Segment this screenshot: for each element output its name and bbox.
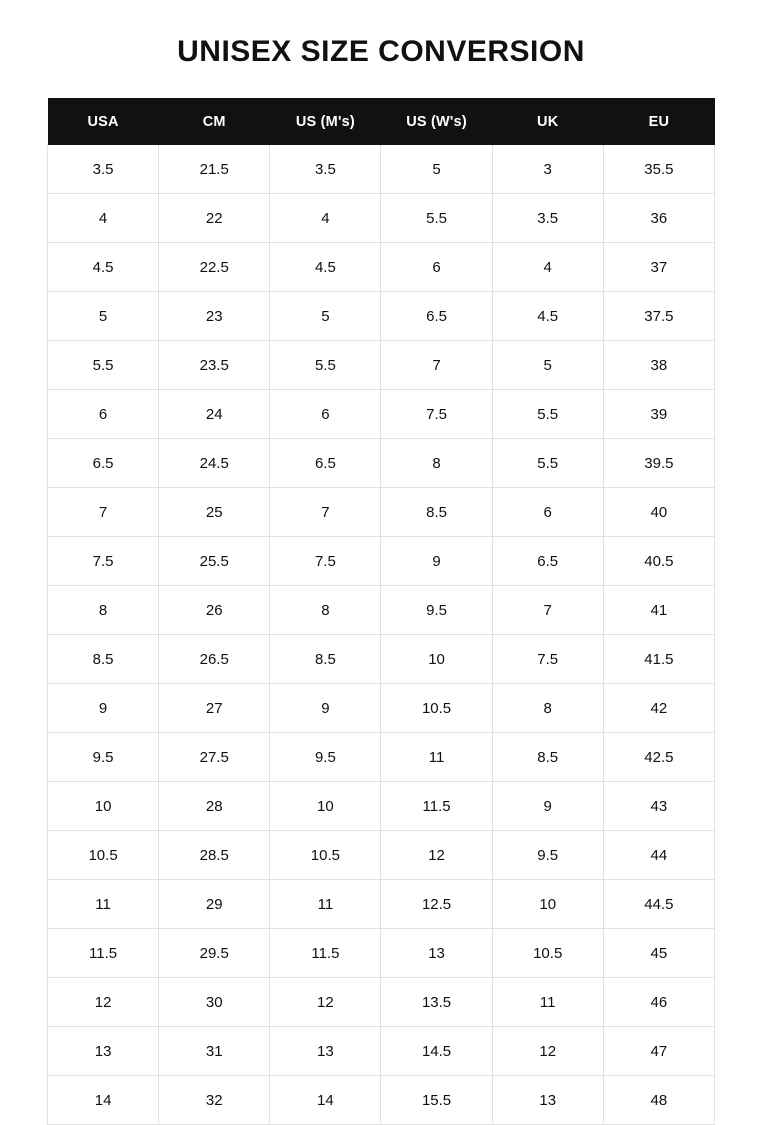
cell-uk: 10 bbox=[492, 880, 603, 929]
cell-us-womens: 10.5 bbox=[381, 684, 492, 733]
cell-uk: 12 bbox=[492, 1027, 603, 1076]
cell-us-womens: 15.5 bbox=[381, 1076, 492, 1125]
cell-uk: 5 bbox=[492, 341, 603, 390]
cell-uk: 5.5 bbox=[492, 439, 603, 488]
table-row bbox=[48, 292, 715, 341]
cell-us-mens: 10.5 bbox=[270, 831, 381, 880]
cell-us-mens: 3.5 bbox=[270, 145, 381, 194]
column-header-us-mens: US (M's) bbox=[270, 98, 381, 145]
cell-us-womens: 6 bbox=[381, 243, 492, 292]
cell-us-womens: 14.5 bbox=[381, 1027, 492, 1076]
cell-us-womens: 12.5 bbox=[381, 880, 492, 929]
cell-eu: 45 bbox=[603, 929, 714, 978]
cell-us-mens: 11.5 bbox=[270, 929, 381, 978]
cell-us-mens: 6.5 bbox=[270, 439, 381, 488]
cell-us-mens: 14 bbox=[270, 1076, 381, 1125]
cell-us-mens: 5.5 bbox=[270, 341, 381, 390]
cell-cm: 23 bbox=[159, 292, 270, 341]
table-row bbox=[48, 488, 715, 537]
cell-usa: 5 bbox=[48, 292, 159, 341]
table-body bbox=[48, 145, 715, 1125]
cell-uk: 3.5 bbox=[492, 194, 603, 243]
cell-us-womens: 5 bbox=[381, 145, 492, 194]
column-header-usa: USA bbox=[48, 98, 159, 145]
cell-uk: 6.5 bbox=[492, 537, 603, 586]
table-row bbox=[48, 341, 715, 390]
table-row bbox=[48, 880, 715, 929]
table-header bbox=[48, 98, 715, 145]
cell-eu: 46 bbox=[603, 978, 714, 1027]
cell-us-womens: 8.5 bbox=[381, 488, 492, 537]
cell-uk: 11 bbox=[492, 978, 603, 1027]
cell-cm: 24.5 bbox=[159, 439, 270, 488]
cell-eu: 39.5 bbox=[603, 439, 714, 488]
cell-cm: 27 bbox=[159, 684, 270, 733]
table-row bbox=[48, 831, 715, 880]
cell-cm: 23.5 bbox=[159, 341, 270, 390]
cell-eu: 41 bbox=[603, 586, 714, 635]
table-row bbox=[48, 390, 715, 439]
cell-usa: 7 bbox=[48, 488, 159, 537]
cell-cm: 25.5 bbox=[159, 537, 270, 586]
cell-uk: 4 bbox=[492, 243, 603, 292]
column-header-cm: CM bbox=[159, 98, 270, 145]
cell-us-womens: 12 bbox=[381, 831, 492, 880]
size-conversion-table-container bbox=[47, 98, 715, 1125]
table-row bbox=[48, 1027, 715, 1076]
table-row bbox=[48, 635, 715, 684]
cell-eu: 40.5 bbox=[603, 537, 714, 586]
cell-usa: 11.5 bbox=[48, 929, 159, 978]
table-row bbox=[48, 439, 715, 488]
cell-usa: 10.5 bbox=[48, 831, 159, 880]
cell-cm: 25 bbox=[159, 488, 270, 537]
cell-cm: 31 bbox=[159, 1027, 270, 1076]
cell-us-mens: 10 bbox=[270, 782, 381, 831]
table-row bbox=[48, 194, 715, 243]
cell-uk: 8.5 bbox=[492, 733, 603, 782]
cell-eu: 40 bbox=[603, 488, 714, 537]
cell-us-womens: 9 bbox=[381, 537, 492, 586]
cell-uk: 7 bbox=[492, 586, 603, 635]
cell-us-womens: 11 bbox=[381, 733, 492, 782]
cell-cm: 29 bbox=[159, 880, 270, 929]
cell-eu: 48 bbox=[603, 1076, 714, 1125]
table-row bbox=[48, 243, 715, 292]
cell-cm: 21.5 bbox=[159, 145, 270, 194]
column-header-us-womens: US (W's) bbox=[381, 98, 492, 145]
column-header-uk: UK bbox=[492, 98, 603, 145]
cell-usa: 12 bbox=[48, 978, 159, 1027]
cell-usa: 11 bbox=[48, 880, 159, 929]
cell-cm: 22 bbox=[159, 194, 270, 243]
cell-cm: 28.5 bbox=[159, 831, 270, 880]
cell-us-mens: 7 bbox=[270, 488, 381, 537]
cell-us-womens: 7 bbox=[381, 341, 492, 390]
cell-eu: 39 bbox=[603, 390, 714, 439]
cell-uk: 4.5 bbox=[492, 292, 603, 341]
cell-us-mens: 6 bbox=[270, 390, 381, 439]
column-header-eu: EU bbox=[603, 98, 714, 145]
cell-uk: 9.5 bbox=[492, 831, 603, 880]
cell-us-womens: 8 bbox=[381, 439, 492, 488]
cell-us-womens: 5.5 bbox=[381, 194, 492, 243]
table-row bbox=[48, 733, 715, 782]
cell-usa: 7.5 bbox=[48, 537, 159, 586]
cell-uk: 10.5 bbox=[492, 929, 603, 978]
cell-us-mens: 8.5 bbox=[270, 635, 381, 684]
cell-us-womens: 11.5 bbox=[381, 782, 492, 831]
cell-us-mens: 9.5 bbox=[270, 733, 381, 782]
cell-usa: 3.5 bbox=[48, 145, 159, 194]
cell-us-mens: 12 bbox=[270, 978, 381, 1027]
cell-usa: 13 bbox=[48, 1027, 159, 1076]
table-row bbox=[48, 537, 715, 586]
table-row bbox=[48, 145, 715, 194]
cell-eu: 41.5 bbox=[603, 635, 714, 684]
cell-cm: 22.5 bbox=[159, 243, 270, 292]
cell-uk: 3 bbox=[492, 145, 603, 194]
cell-us-womens: 13.5 bbox=[381, 978, 492, 1027]
cell-cm: 27.5 bbox=[159, 733, 270, 782]
cell-eu: 42 bbox=[603, 684, 714, 733]
cell-usa: 10 bbox=[48, 782, 159, 831]
table-row bbox=[48, 586, 715, 635]
cell-uk: 8 bbox=[492, 684, 603, 733]
cell-usa: 5.5 bbox=[48, 341, 159, 390]
cell-usa: 6.5 bbox=[48, 439, 159, 488]
cell-usa: 14 bbox=[48, 1076, 159, 1125]
table-row bbox=[48, 684, 715, 733]
cell-us-womens: 6.5 bbox=[381, 292, 492, 341]
cell-uk: 5.5 bbox=[492, 390, 603, 439]
cell-eu: 47 bbox=[603, 1027, 714, 1076]
cell-us-mens: 4 bbox=[270, 194, 381, 243]
table-row bbox=[48, 782, 715, 831]
cell-uk: 9 bbox=[492, 782, 603, 831]
cell-us-womens: 13 bbox=[381, 929, 492, 978]
table-header-row bbox=[48, 98, 715, 145]
cell-cm: 30 bbox=[159, 978, 270, 1027]
cell-us-mens: 7.5 bbox=[270, 537, 381, 586]
cell-usa: 8.5 bbox=[48, 635, 159, 684]
cell-usa: 4.5 bbox=[48, 243, 159, 292]
cell-cm: 26.5 bbox=[159, 635, 270, 684]
cell-cm: 32 bbox=[159, 1076, 270, 1125]
table-row bbox=[48, 1076, 715, 1125]
cell-eu: 36 bbox=[603, 194, 714, 243]
cell-us-mens: 4.5 bbox=[270, 243, 381, 292]
cell-us-womens: 9.5 bbox=[381, 586, 492, 635]
cell-us-mens: 9 bbox=[270, 684, 381, 733]
cell-us-womens: 7.5 bbox=[381, 390, 492, 439]
cell-uk: 7.5 bbox=[492, 635, 603, 684]
table-row bbox=[48, 929, 715, 978]
cell-us-mens: 8 bbox=[270, 586, 381, 635]
cell-eu: 44.5 bbox=[603, 880, 714, 929]
cell-us-mens: 5 bbox=[270, 292, 381, 341]
cell-uk: 13 bbox=[492, 1076, 603, 1125]
cell-cm: 28 bbox=[159, 782, 270, 831]
cell-us-womens: 10 bbox=[381, 635, 492, 684]
cell-cm: 29.5 bbox=[159, 929, 270, 978]
cell-eu: 37 bbox=[603, 243, 714, 292]
cell-eu: 43 bbox=[603, 782, 714, 831]
cell-cm: 26 bbox=[159, 586, 270, 635]
cell-eu: 38 bbox=[603, 341, 714, 390]
cell-usa: 8 bbox=[48, 586, 159, 635]
page-title: UNISEX SIZE CONVERSION bbox=[177, 35, 585, 68]
cell-eu: 44 bbox=[603, 831, 714, 880]
table-row bbox=[48, 978, 715, 1027]
cell-usa: 4 bbox=[48, 194, 159, 243]
cell-usa: 6 bbox=[48, 390, 159, 439]
cell-cm: 24 bbox=[159, 390, 270, 439]
cell-eu: 37.5 bbox=[603, 292, 714, 341]
cell-eu: 35.5 bbox=[603, 145, 714, 194]
cell-us-mens: 11 bbox=[270, 880, 381, 929]
cell-us-mens: 13 bbox=[270, 1027, 381, 1076]
size-conversion-table bbox=[47, 98, 715, 1125]
cell-uk: 6 bbox=[492, 488, 603, 537]
cell-usa: 9 bbox=[48, 684, 159, 733]
cell-usa: 9.5 bbox=[48, 733, 159, 782]
cell-eu: 42.5 bbox=[603, 733, 714, 782]
